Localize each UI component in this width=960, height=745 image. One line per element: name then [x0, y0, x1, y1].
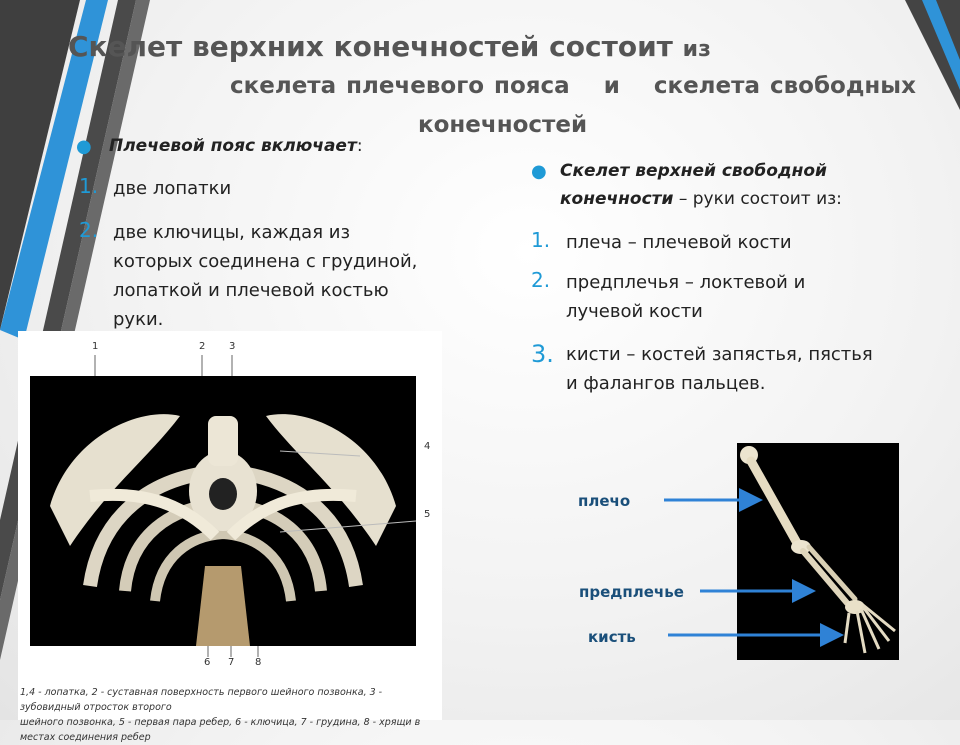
- title-free-limbs: скелета свободных: [653, 73, 916, 99]
- bullet-dot-icon: ●: [531, 161, 547, 182]
- title-from: из: [682, 37, 711, 62]
- figure-number: 3: [229, 341, 236, 352]
- label-hand: кисть: [588, 628, 636, 646]
- right-item-number: 1.: [531, 228, 551, 252]
- figure-number: 4: [424, 441, 431, 452]
- title-limbs: конечностей: [418, 112, 588, 138]
- right-item-line: лучевой кости: [566, 301, 703, 322]
- left-item-line: которых соединена с грудиной,: [113, 251, 418, 272]
- left-item-line: две лопатки: [113, 178, 232, 199]
- label-upper-arm: плечо: [578, 492, 631, 510]
- right-bullet-line1: Скелет верхней свободной: [560, 161, 827, 181]
- figure-number: 8: [255, 657, 262, 668]
- right-item-number: 3.: [531, 340, 554, 368]
- right-item-line: плеча – плечевой кости: [566, 232, 792, 253]
- title-main: Скелет верхних конечностей состоит: [68, 30, 673, 63]
- left-bullet-colon: :: [356, 136, 363, 156]
- caption-line: шейного позвонка, 5 - первая пара ребер, 6 - ключица, 7 - грудина, 8 - хрящи в местах соединения ребер: [20, 717, 421, 743]
- left-item-number: 1.: [79, 174, 99, 198]
- right-bullet-line2-rest: – руки состоит из:: [673, 189, 842, 209]
- right-item-number: 2.: [531, 268, 551, 292]
- left-bullet-label: Плечевой пояс включает: [109, 136, 357, 156]
- title-shoulder-girdle: скелета плечевого пояса: [230, 73, 570, 99]
- figure-number: 6: [204, 657, 211, 668]
- figure-number: 5: [424, 509, 431, 520]
- left-item-number: 2.: [79, 218, 99, 242]
- bullet-dot-icon: ●: [76, 136, 92, 157]
- caption-line: 1,4 - лопатка, 2 - суставная поверхность первого шейного позвонка, 3 - зубовидный отросток второго: [20, 687, 383, 713]
- figure-number: 1: [92, 341, 99, 352]
- left-item-line: лопаткой и плечевой костью: [113, 280, 389, 301]
- right-bullet-line2-italic: конечности: [560, 189, 674, 209]
- right-item-line: предплечья – локтевой и: [566, 272, 806, 293]
- title-and: и: [603, 73, 620, 99]
- figure-number: 7: [228, 657, 235, 668]
- left-item-line: руки.: [113, 309, 164, 330]
- right-item-line: кисти – костей запястья, пястья: [566, 344, 873, 365]
- left-item-line: две ключицы, каждая из: [113, 222, 351, 243]
- label-forearm: предплечье: [579, 583, 684, 601]
- figure-number: 2: [199, 341, 206, 352]
- right-item-line: и фалангов пальцев.: [566, 373, 766, 394]
